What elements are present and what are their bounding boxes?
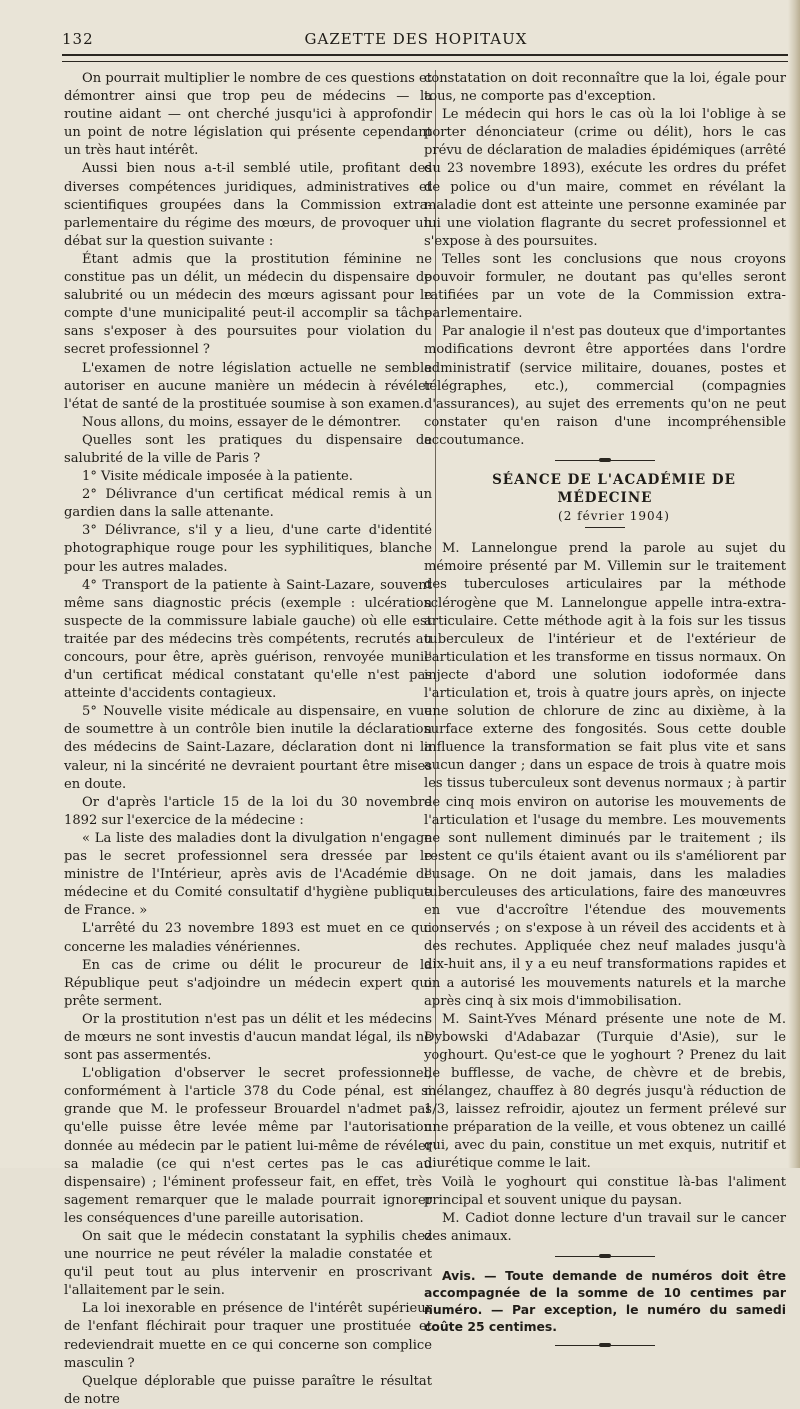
paragraph: Telles sont les conclusions que nous croyons pouvoir formuler, ne doutant pas qu'elles seront ratifiées par un vote de la Commission extra-parlementaire. (424, 251, 786, 322)
paragraph: Quelque déplorable que puisse paraître le résultat de notre (64, 1373, 432, 1407)
paragraph: L'obligation d'observer le secret professionnel, conformément à l'article 378 du Code pénal, est si grande que M. le professeur Brouardel n'admet pas qu'elle puisse être levée même par l'autorisation donnée au médecin par le patient lui-même de révéler sa maladie (ce qui n'est certes pas le cas au dispensaire) ; l'éminent professeur fait, en effet, très sagement remarquer que le malade pourrait ignorer les conséquences d'une pareille autorisation. (64, 1066, 432, 1226)
header-rule (62, 54, 788, 62)
list-item: 3° Délivrance, s'il y a lieu, d'une carte d'identité photographique rouge pour les syphilitiques, blanche pour les autres malades. (64, 523, 432, 575)
paragraph: On pourrait multiplier le nombre de ces questions et démontrer ainsi que trop peu de médecins — la routine aidant — ont cherché jusqu'ici à approfondir un point de notre législation qui présente cependant un très haut intérêt. (64, 71, 432, 159)
paragraph: L'arrêté du 23 novembre 1893 est muet en ce qui concerne les maladies vénériennes. (64, 921, 432, 955)
paragraph: constatation on doit reconnaître que la loi, égale pour tous, ne comporte pas d'exception. (424, 71, 786, 105)
page-number: 132 (62, 30, 94, 48)
section-date: (2 février 1904) (558, 509, 670, 524)
paragraph: La loi inexorable en présence de l'intérêt supérieur de l'enfant fléchirait pour traquer une prostituée et redeviendrait muette en ce qui concerne son complice masculin ? (64, 1301, 432, 1371)
paragraph: Quelles sont les pratiques du dispensaire de salubrité de la ville de Paris ? (64, 432, 432, 466)
ornament-separator (555, 1256, 655, 1257)
paragraph: M. Lannelongue prend la parole au sujet du mémoire présenté par M. Villemin sur le traitement des tuberculoses articulaires par la méthode sclérogène que M. Lannelongue appelle intra-extra-articulaire. Cette méthode agit à la fois sur les tissus tuberculeux de l'intérieur et de l'extérieur de l'articulation et les transforme en tissus normaux. On injecte d'abord une solution iodoformée dans l'articulation et, trois à quatre jours après, on injecte une solution de chlorure de zinc au dixième, à la surface externe des fongosités. Sous cette double influence la transformation se fait plus vite et sans aucun danger ; dans un espace de trois à quatre mois les tissus tuberculeux sont devenus normaux ; à partir de cinq mois environ on autorise les mouvements de l'articulation et l'usage du membre. Les mouvements ne sont nullement diminués par le traitement ; ils restent ce qu'ils étaient avant ou ils s'améliorent par l'usage. On ne doit jamais, dans les maladies tuberculeuses des articulations, faire des manœuvres en vue d'accroître l'étendue des mouvements conservés ; on s'expose à un réveil des accidents et à des rechutes. Appliquée chez neuf malades jusqu'à dix-huit ans, il y a eu neuf transformations rapides et on a autorisé les mouvements naturels et la marche après cinq à six mois d'immobilisation. (424, 541, 786, 1009)
section-title: SÉANCE DE L'ACADÉMIE DE MÉDECINE (492, 471, 736, 507)
paragraph: Par analogie il n'est pas douteux que d'importantes modifications devront être apportées dans l'ordre administratif (service militaire, douanes, postes et télégraphes, etc.), commercial (compagnies d'assurances), au sujet des errements qu'on ne peut constater qu'en raison d'une incompréhensible accoutumance. (424, 324, 786, 448)
paragraph: On sait que le médecin constatant la syphilis chez une nourrice ne peut révéler la maladie constatée et qu'il peut tout au plus intervenir en proscrivant l'allaitement par le sein. (64, 1229, 432, 1299)
notice-text: Avis. — Toute demande de numéros doit être accompagnée de la somme de 10 centimes par numéro. — Par exception, le numéro du samedi coûte 25 centimes. (424, 1267, 786, 1334)
left-column (64, 70, 432, 1407)
page-edge-shadow (788, 0, 800, 1168)
paragraph: Or la prostitution n'est pas un délit et les médecins de mœurs ne sont investis d'aucun mandat légal, ils ne sont pas assermentés. (64, 1011, 432, 1064)
section-rule (585, 527, 625, 528)
running-head (62, 30, 770, 52)
paragraph: Le médecin qui hors le cas où la loi l'oblige à se porter dénonciateur (crime ou délit), hors le cas prévu de déclaration de maladies épidémiques (arrêté du 23 novembre 1893), exécute les ordres du préfet de police ou d'un maire, commet en révélant la maladie dont est atteinte une personne examinée par lui une violation flagrante du secret professionnel et s'expose à des poursuites. (424, 107, 786, 249)
paragraph: Or d'après l'article 15 de la loi du 30 novembre 1892 sur l'exercice de la médecine : (64, 794, 432, 828)
quotation: « La liste des maladies dont la divulgation n'engage pas le secret professionnel sera dressée par le ministre de l'Intérieur, après avis de l'Académie de médecine et du Comité consultatif d'hygiène publique de France. » (64, 830, 432, 919)
right-column (424, 70, 786, 1334)
list-item: 2° Délivrance d'un certificat médical remis à un gardien dans la salle attenante. (64, 487, 432, 521)
journal-title: GAZETTE DES HOPITAUX (304, 30, 528, 48)
list-item: 4° Transport de la patiente à Saint-Lazare, souvent même sans diagnostic précis (exemple : ulcération suspecte de la commissure labiale gauche) où elle est traitée par des médecins très compétents, recrutés au concours, pour être, après guérison, renvoyée munie d'un certificat médical constatant qu'elle n'est pas atteinte d'accidents contagieux. (64, 577, 432, 702)
paragraph: En cas de crime ou délit le procureur de la République peut s'adjoindre un médecin expert qui prête serment. (64, 957, 432, 1009)
ornament-separator (555, 460, 655, 461)
paragraph: Étant admis que la prostitution féminine ne constitue pas un délit, un médecin du dispensaire de salubrité ou un médecin des mœurs agissant pour le compte d'une municipalité peut-il accomplir sa tâche sans s'exposer à des poursuites pour violation du secret professionnel ? (64, 251, 432, 358)
list-item: 1° Visite médicale imposée à la patiente. (82, 469, 353, 485)
paragraph: L'examen de notre législation actuelle ne semble autoriser en aucune manière un médecin à révéler l'état de santé de la prostituée soumise à son examen. (64, 360, 432, 412)
paragraph: Voilà le yoghourt qui constitue là-bas l'aliment principal et souvent unique du paysan. (424, 1174, 786, 1208)
list-item: 5° Nouvelle visite médicale au dispensaire, en vue de soumettre à un contrôle bien inutile la déclaration des médecins de Saint-Lazare, déclaration dont ni la valeur, ni la sincérité ne devraient pourtant être mises en doute. (64, 704, 432, 792)
paragraph: Aussi bien nous a-t-il semblé utile, profitant des diverses compétences juridiques, administratives et scientifiques groupées dans la Commission extra-parlementaire du régime des mœurs, de provoquer un débat sur la question suivante : (64, 161, 432, 249)
paragraph: M. Saint-Yves Ménard présente une note de M. Dybowski d'Adabazar (Turquie d'Asie), sur le yoghourt. Qu'est-ce que le yoghourt ? Prenez du lait de bufflesse, de vache, de chèvre et de brebis, mélangez, chauffez à 80 degrés jusqu'à réduction de 1/3, laissez refroidir, ajoutez un ferment prélevé sur une préparation de la veille, et vous obtenez un caillé qui, avec du pain, constitue un met exquis, nutritif et diurétique comme le lait. (424, 1011, 786, 1172)
paragraph: Nous allons, du moins, essayer de le démontrer. (82, 414, 402, 430)
paragraph: M. Cadiot donne lecture d'un travail sur le cancer des animaux. (424, 1210, 786, 1244)
ornament-separator (555, 1345, 655, 1346)
